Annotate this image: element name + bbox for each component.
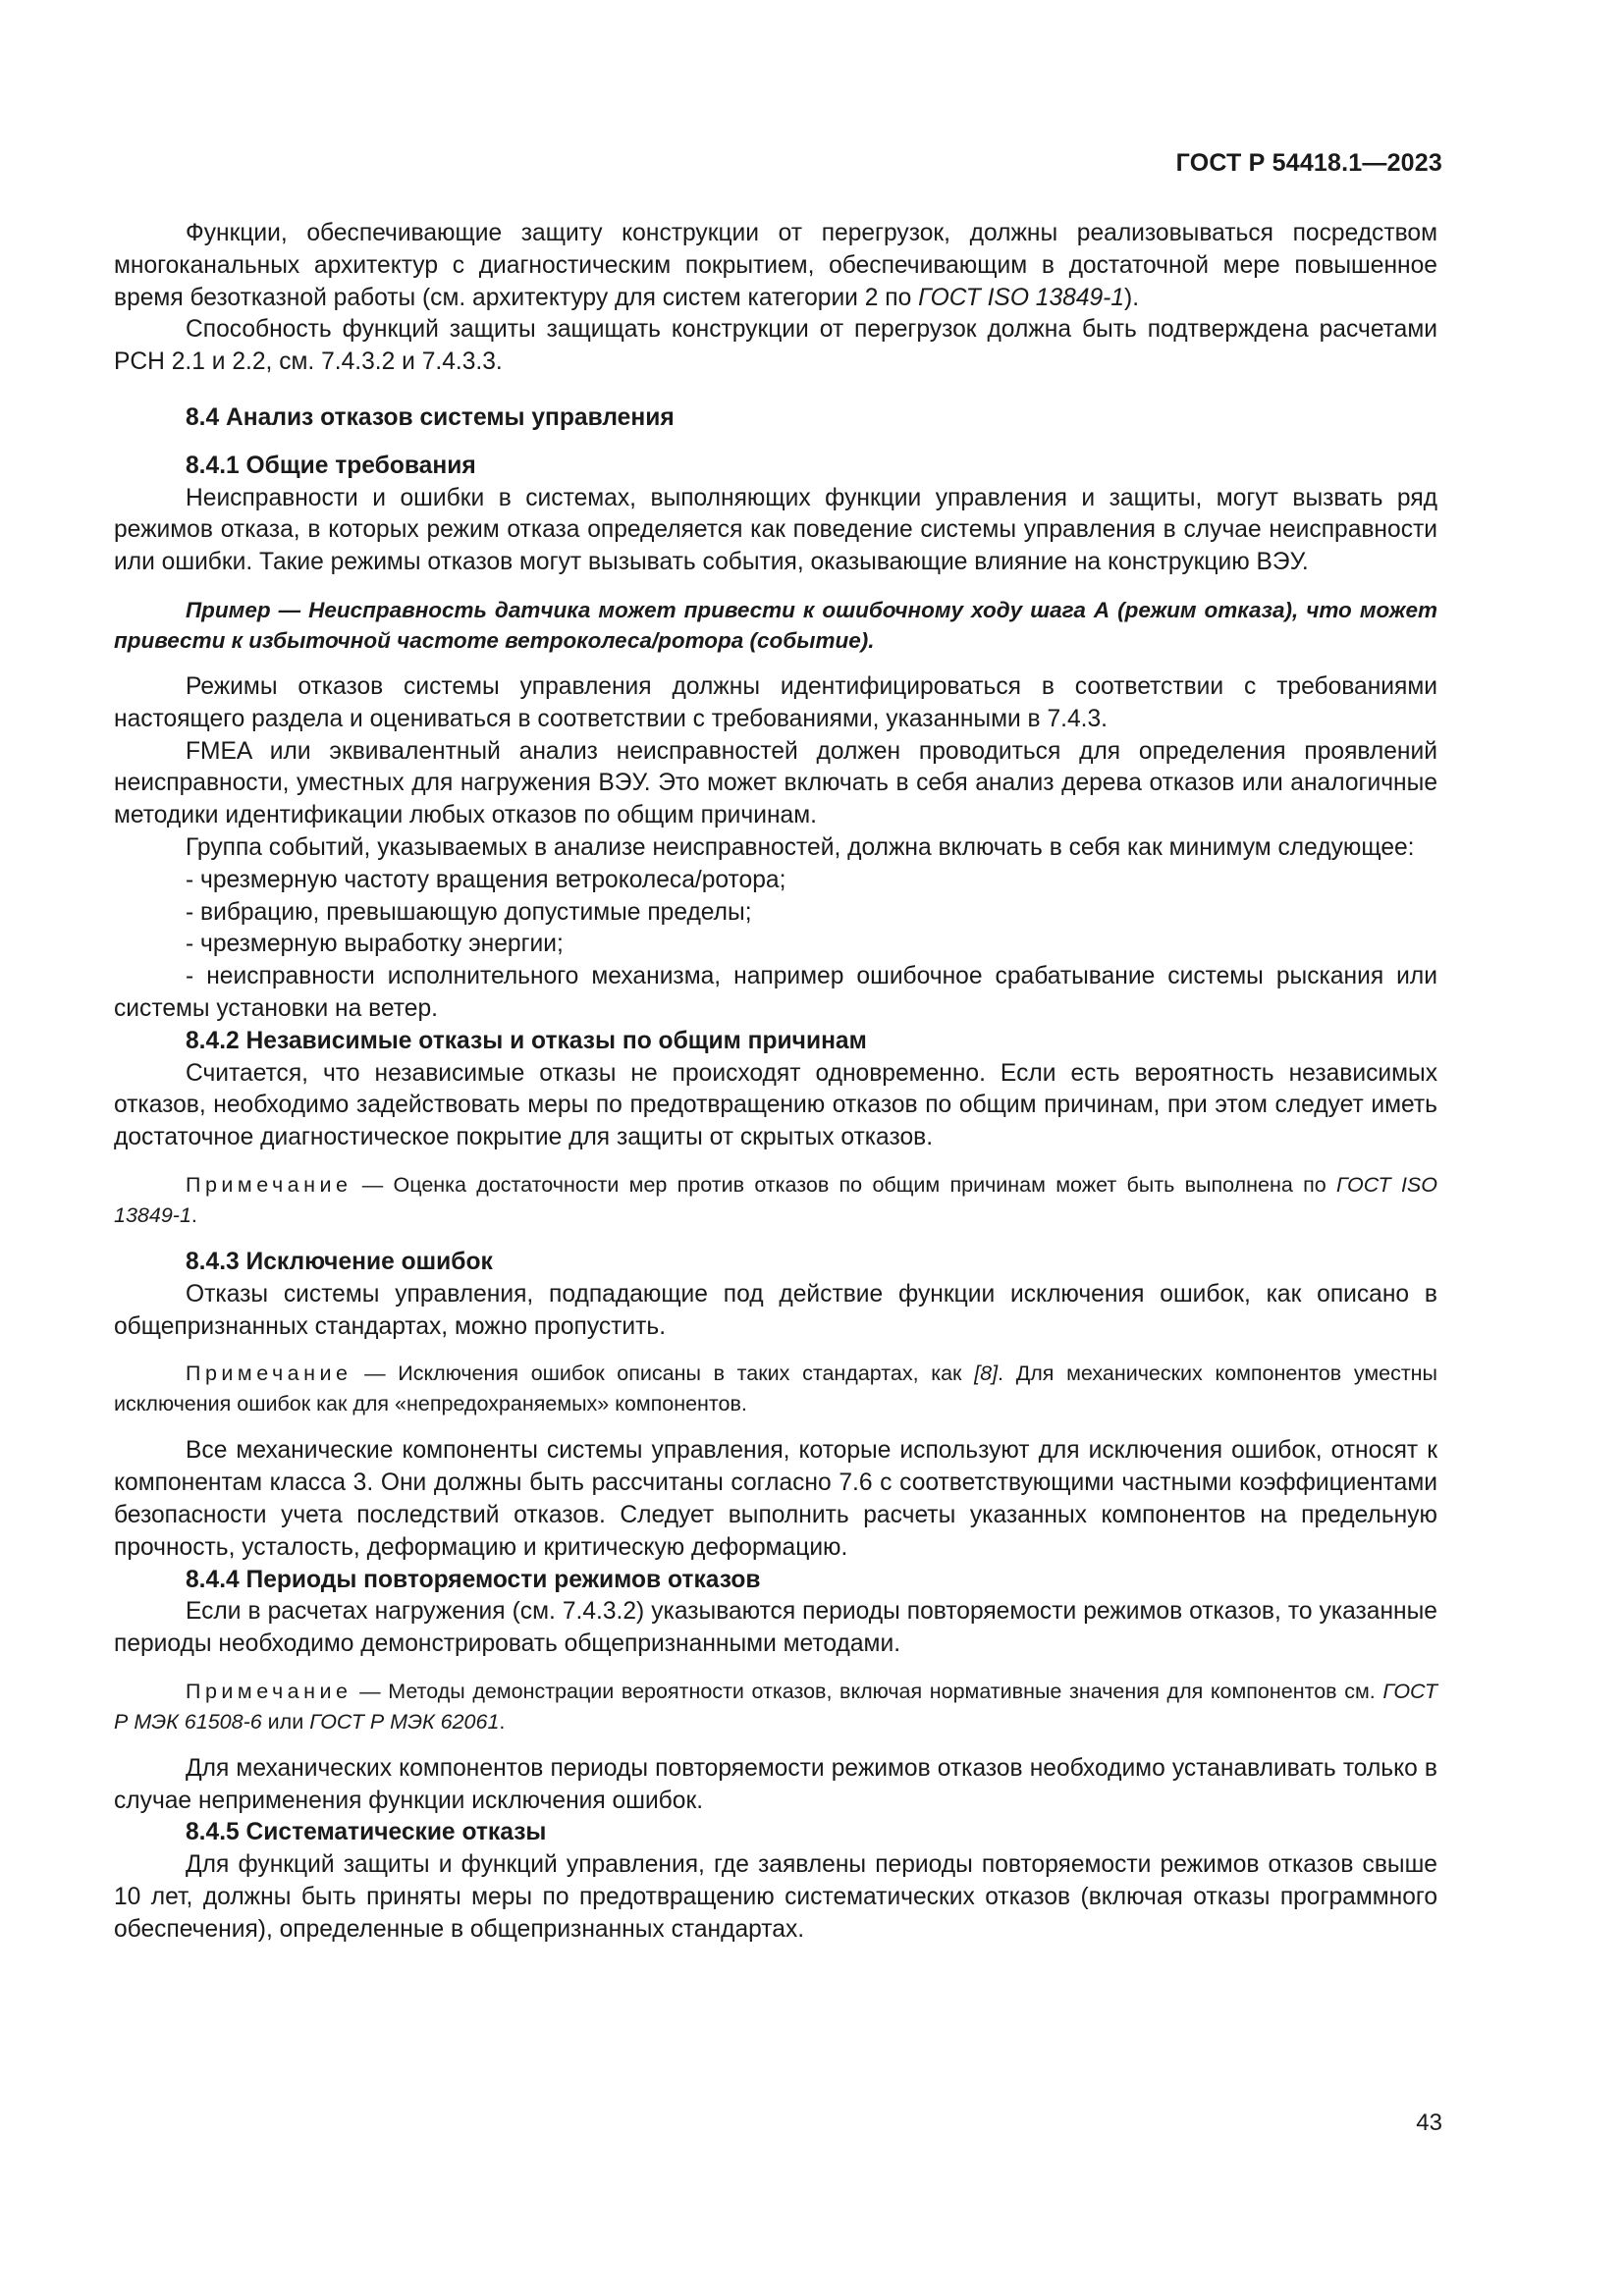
list-item: - чрезмерную частоту вращения ветроколеса/ротора; <box>186 866 786 893</box>
note: Примечание — Исключения ошибок описаны в таких стандартах, как [8]. Для механических компонентов уместны исключения ошибок как для «непредохраняемых» компонентов. <box>114 1362 1437 1416</box>
note: Примечание — Методы демонстрации вероятности отказов, включая нормативные значения для компонентов см. ГОСТ Р МЭК 61508-6 или ГОСТ Р МЭК 62061. <box>114 1679 1437 1734</box>
paragraph: Отказы системы управления, подпадающие под действие функции исключения ошибок, как описано в общепризнанных стандартах, можно пропустить. <box>114 1280 1437 1340</box>
paragraph: Функции, обеспечивающие защиту конструкции от перегрузок, должны реализовываться посредством многоканальных архитектур с диагностическим покрытием, обеспечивающим в достаточной мере повышенное время безотказной работы (см. архитектуру для систем категории 2 по ГОСТ ISO 13849-1). <box>114 220 1437 311</box>
subsection-heading: 8.4.5 Систематические отказы <box>186 1819 547 1846</box>
paragraph: Все механические компоненты системы управления, которые используют для исключения ошибок, относят к компонентам класса 3. Они должны быть рассчитаны согласно 7.6 с соответствующими частными коэффициентами безопасности учета последствий отказов. Следует выполнить расчеты указанных компонентов на предельную прочность, усталость, деформацию и критическую деформацию. <box>114 1437 1437 1561</box>
subsection-heading: 8.4.2 Независимые отказы и отказы по общим причинам <box>186 1027 867 1054</box>
subsection-heading: 8.4.4 Периоды повторяемости режимов отказов <box>186 1566 761 1593</box>
reference: ГОСТ Р МЭК 61508-6 <box>114 1679 1437 1734</box>
list-item: - неисправности исполнительного механизма, например ошибочное срабатывание системы рыскания или системы установки на ветер. <box>114 963 1437 1022</box>
note: Примечание — Оценка достаточности мер против отказов по общим причинам может быть выполнена по ГОСТ ISO 13849-1. <box>114 1172 1437 1227</box>
paragraph: Для функций защиты и функций управления, где заявлены периоды повторяемости режимов отказов свыше 10 лет, должны быть приняты меры по предотвращению систематических отказов (включая отказы программного обеспечения), определенные в общепризнанных стандартах. <box>114 1851 1437 1943</box>
subsection-heading: 8.4.3 Исключение ошибок <box>186 1248 493 1275</box>
paragraph: Группа событий, указываемых в анализе неисправностей, должна включать в себя как минимум следующее: <box>186 833 1415 861</box>
section-heading: 8.4 Анализ отказов системы управления <box>186 403 675 431</box>
note-label: Примечание <box>186 1679 352 1703</box>
paragraph: Неисправности и ошибки в системах, выполняющих функции управления и защиты, могут вызвать ряд режимов отказа, в которых режим отказа определяется как поведение системы управления в случае неисправности или ошибки. Такие режимы отказов могут вызывать события, оказывающие влияние на конструкцию ВЭУ. <box>114 484 1437 576</box>
reference: ГОСТ ISO 13849-1 <box>114 1172 1437 1227</box>
standard-header: ГОСТ Р 54418.1—2023 <box>1175 149 1442 177</box>
paragraph: Режимы отказов системы управления должны идентифицироваться в соответствии с требованиями настоящего раздела и оцениваться в соответствии с требованиями, указанными в 7.4.3. <box>114 672 1437 732</box>
page-content <box>114 218 1437 1947</box>
note-label: Примечание <box>186 1362 352 1386</box>
subsection-heading: 8.4.1 Общие требования <box>186 452 476 479</box>
reference: [8] <box>974 1362 999 1386</box>
list-item: - вибрацию, превышающую допустимые пределы; <box>186 898 752 926</box>
page-number: 43 <box>1416 2109 1442 2136</box>
paragraph: FMEA или эквивалентный анализ неисправностей должен проводиться для определения проявлений неисправности, уместных для нагружения ВЭУ. Это может включать в себя анализ дерева отказов или аналогичные методики идентификации любых отказов по общим причинам. <box>114 737 1437 829</box>
paragraph: Считается, что независимые отказы не происходят одновременно. Если есть вероятность независимых отказов, необходимо задействовать меры по предотвращению отказов по общим причинам, при этом следует иметь достаточное диагностическое покрытие для защиты от скрытых отказов. <box>114 1059 1437 1151</box>
paragraph: Для механических компонентов периоды повторяемости режимов отказов необходимо устанавливать только в случае неприменения функции исключения ошибок. <box>114 1754 1437 1814</box>
reference: ГОСТ ISO 13849-1 <box>918 284 1125 311</box>
paragraph: Если в расчетах нагружения (см. 7.4.3.2) указываются периоды повторяемости режимов отказов, то указанные периоды необходимо демонстрировать общепризнанными методами. <box>114 1598 1437 1658</box>
reference: ГОСТ Р МЭК 62061 <box>309 1709 500 1734</box>
list-item: - чрезмерную выработку энергии; <box>186 931 564 958</box>
example-text: Пример — Неисправность датчика может привести к ошибочному ходу шага А (режим отказа), что может привести к избыточной частоте ветроколеса/ротора (событие). <box>114 597 1437 653</box>
note-label: Примечание <box>186 1172 352 1197</box>
paragraph: Способность функций защиты защищать конструкции от перегрузок должна быть подтверждена расчетами PCH 2.1 и 2.2, см. 7.4.3.2 и 7.4.3.3. <box>114 316 1437 376</box>
